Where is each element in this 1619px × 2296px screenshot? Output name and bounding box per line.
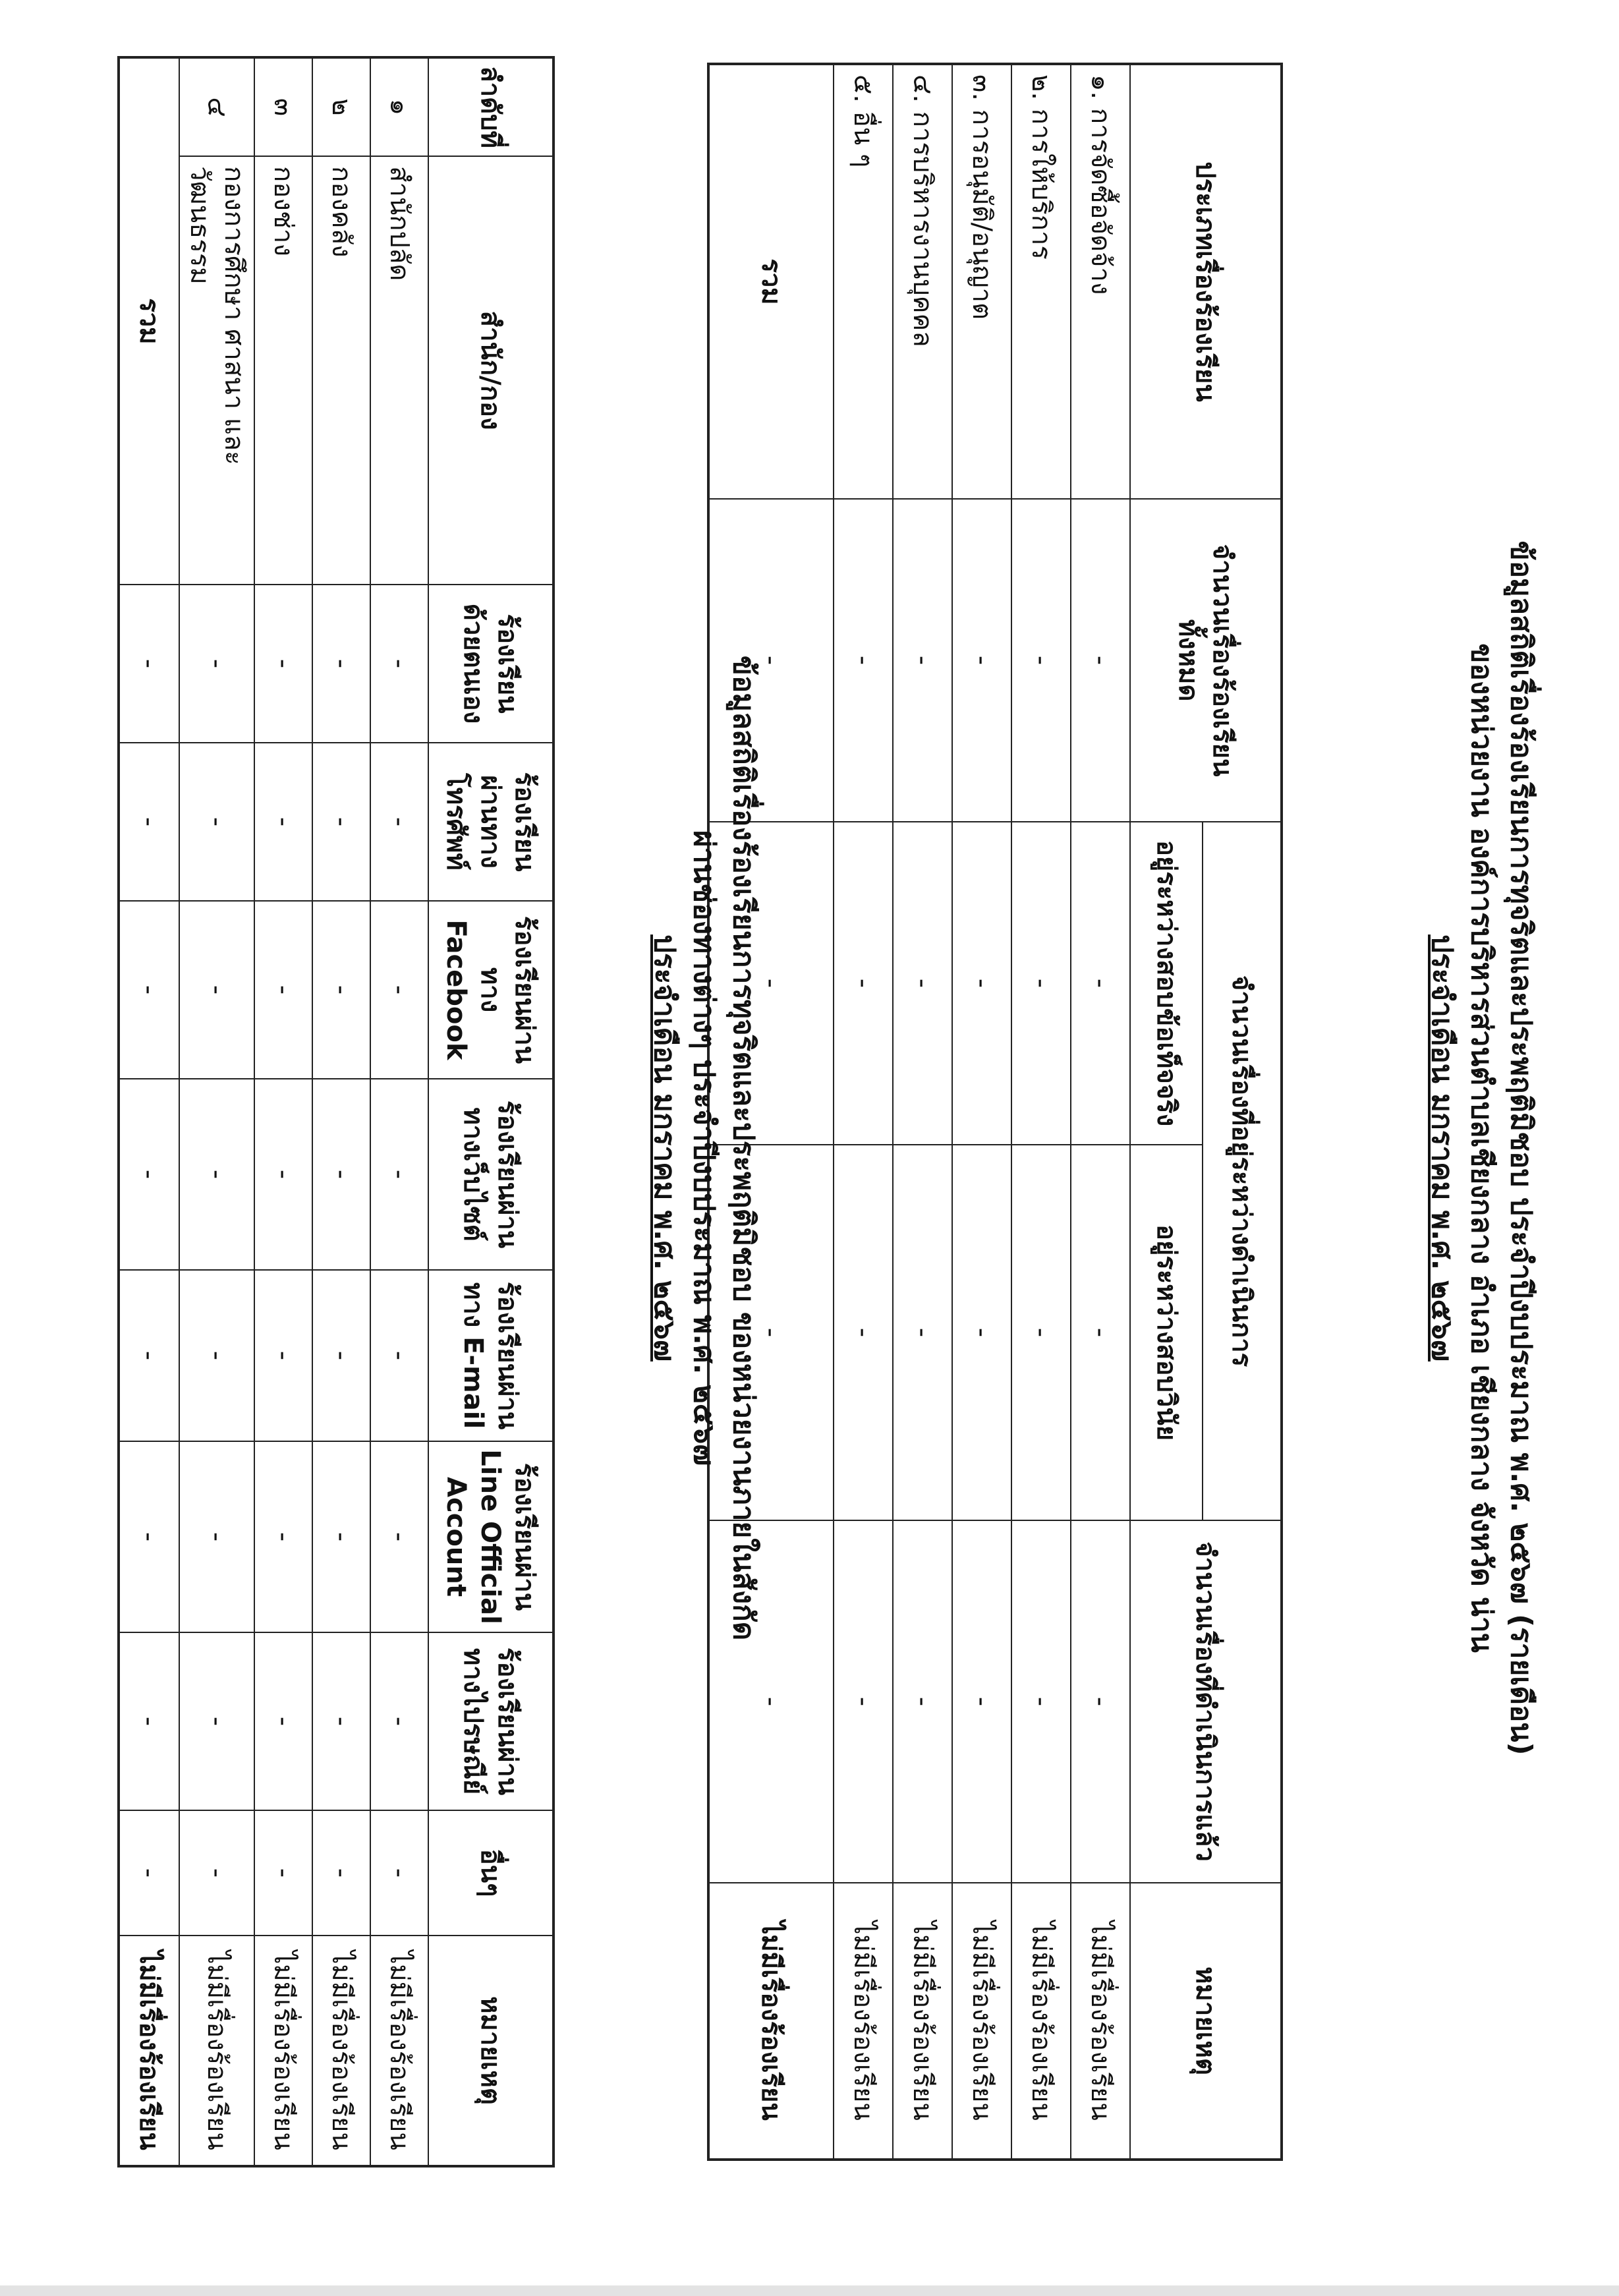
row-email: -: [179, 1270, 254, 1441]
top-title-line3: ประจำเดือน มกราคม พ.ศ. ๒๕๖๗: [1425, 934, 1459, 1362]
header-other: อื่นๆ: [428, 1810, 554, 1936]
row-facebook: -: [370, 901, 428, 1079]
total-fact-check: -: [708, 822, 834, 1145]
row-remark: ไม่มีเรื่องร้องเรียน: [952, 1883, 1011, 2160]
total-website: -: [119, 1079, 179, 1270]
row-other: -: [312, 1810, 370, 1936]
row-website: -: [312, 1079, 370, 1270]
total-post: -: [119, 1632, 179, 1810]
row-no: ๒: [312, 57, 370, 156]
row-post: -: [254, 1632, 312, 1810]
row-remark: ไม่มีเรื่องร้องเรียน: [1011, 1883, 1071, 2160]
row-total: -: [834, 499, 893, 822]
row-division: สำนักปลัด: [370, 156, 428, 585]
row-division: กองคลัง: [312, 156, 370, 585]
header-done: จำนวนเรื่องที่ดำเนินการแล้ว: [1130, 1520, 1282, 1883]
row-website: -: [370, 1079, 428, 1270]
total-row: [119, 57, 179, 2166]
row-email: -: [370, 1270, 428, 1441]
header-division: สำนัก/กอง: [428, 156, 554, 585]
row-line: -: [312, 1441, 370, 1632]
row-facebook: -: [179, 901, 254, 1079]
row-remark: ไม่มีเรื่องร้องเรียน: [834, 1883, 893, 2160]
row-fact-check: -: [893, 822, 952, 1145]
row-discipline: -: [1071, 1145, 1130, 1520]
top-title-line1: ข้อมูลสถิติเรื่องร้องเรียนการทุจริตและประพฤติมิชอบ ประจำปีงบประมาณ พ.ศ. ๒๕๖๗ (รายเดือน): [1504, 540, 1538, 1756]
header-remark: หมายเหตุ: [428, 1936, 554, 2166]
row-self: -: [254, 585, 312, 743]
total-discipline: -: [708, 1145, 834, 1520]
bottom-title-line2: ผ่านช่องทางต่างๆ ประจำปีงบประมาณ พ.ศ. ๒๕๖๗: [687, 830, 721, 1466]
complaint-type-table: [707, 63, 1283, 2161]
row-remark: ไม่มีเรื่องร้องเรียน: [893, 1883, 952, 2160]
table-row: [952, 64, 1011, 2160]
row-no: ๑: [370, 57, 428, 156]
total-remark: ไม่มีเรื่องร้องเรียน: [708, 1883, 834, 2160]
total-label: รวม: [708, 64, 834, 499]
row-remark: ไม่มีเรื่องร้องเรียน: [179, 1936, 254, 2166]
header-website: ร้องเรียนผ่านทางเว็บไซต์: [428, 1079, 554, 1270]
row-remark: ไม่มีเรื่องร้องเรียน: [370, 1936, 428, 2166]
row-self: -: [312, 585, 370, 743]
header-discipline: อยู่ระหว่างสอบวินัย: [1130, 1145, 1203, 1520]
row-self: -: [179, 585, 254, 743]
row-done: -: [1011, 1520, 1071, 1883]
row-phone: -: [254, 743, 312, 901]
row-total: -: [952, 499, 1011, 822]
row-discipline: -: [952, 1145, 1011, 1520]
row-done: -: [893, 1520, 952, 1883]
row-type: ๕. อื่น ๆ: [834, 64, 893, 499]
total-email: -: [119, 1270, 179, 1441]
row-type: ๔. การบริหารงานบุคคล: [893, 64, 952, 499]
row-total: -: [1071, 499, 1130, 822]
header-no: ลำดับที่: [428, 57, 554, 156]
row-facebook: -: [254, 901, 312, 1079]
row-facebook: -: [312, 901, 370, 1079]
row-division: กองการศึกษา ศาสนา และวัฒนธรรม: [179, 156, 254, 585]
row-done: -: [1071, 1520, 1130, 1883]
bottom-title-line3: ประจำเดือน มกราคม พ.ศ. ๒๕๖๗: [648, 934, 681, 1362]
row-discipline: -: [1011, 1145, 1071, 1520]
total-label: รวม: [119, 57, 179, 585]
header-email: ร้องเรียนผ่านทาง E-mail: [428, 1270, 554, 1441]
row-other: -: [370, 1810, 428, 1936]
header-phone: ร้องเรียนผ่านทางโทรศัพท์: [428, 743, 554, 901]
row-discipline: -: [834, 1145, 893, 1520]
header-post: ร้องเรียนผ่านทางไปรษณีย์: [428, 1632, 554, 1810]
header-line: ร้องเรียนผ่าน Line Official Account: [428, 1441, 554, 1632]
total-phone: -: [119, 743, 179, 901]
row-other: -: [254, 1810, 312, 1936]
row-remark: ไม่มีเรื่องร้องเรียน: [312, 1936, 370, 2166]
table-row: [1011, 64, 1071, 2160]
total-total: -: [708, 499, 834, 822]
channel-table: [117, 56, 555, 2167]
row-type: ๒. การให้บริการ: [1011, 64, 1071, 499]
row-remark: ไม่มีเรื่องร้องเรียน: [254, 1936, 312, 2166]
total-remark: ไม่มีเรื่องร้องเรียน: [119, 1936, 179, 2166]
scan-edge-bar: [0, 2285, 1619, 2296]
table-row: [179, 57, 254, 2166]
table-row: [834, 64, 893, 2160]
row-done: -: [952, 1520, 1011, 1883]
row-post: -: [179, 1632, 254, 1810]
row-email: -: [254, 1270, 312, 1441]
row-discipline: -: [893, 1145, 952, 1520]
row-total: -: [1011, 499, 1071, 822]
row-website: -: [254, 1079, 312, 1270]
row-total: -: [893, 499, 952, 822]
row-email: -: [312, 1270, 370, 1441]
row-website: -: [179, 1079, 254, 1270]
header-fact-check: อยู่ระหว่างสอบข้อเท็จจริง: [1130, 822, 1203, 1145]
row-line: -: [370, 1441, 428, 1632]
header-in-progress: จำนวนเรื่องที่อยู่ระหว่างดำเนินการ: [1203, 822, 1282, 1520]
header-remark: หมายเหตุ: [1130, 1883, 1282, 2160]
table-row: [254, 57, 312, 2166]
total-line: -: [119, 1441, 179, 1632]
row-phone: -: [179, 743, 254, 901]
table-row: [370, 57, 428, 2166]
row-line: -: [254, 1441, 312, 1632]
table-row: [312, 57, 370, 2166]
table-row: [1071, 64, 1130, 2160]
header-total: จำนวนเรื่องร้องเรียนทั้งหมด: [1130, 499, 1282, 822]
row-fact-check: -: [1071, 822, 1130, 1145]
total-facebook: -: [119, 901, 179, 1079]
row-self: -: [370, 585, 428, 743]
row-type: ๑. การจัดซื้อจัดจ้าง: [1071, 64, 1130, 499]
row-fact-check: -: [1011, 822, 1071, 1145]
row-fact-check: -: [834, 822, 893, 1145]
row-division: กองช่าง: [254, 156, 312, 585]
header-facebook: ร้องเรียนผ่านทาง Facebook: [428, 901, 554, 1079]
row-fact-check: -: [952, 822, 1011, 1145]
total-other: -: [119, 1810, 179, 1936]
row-phone: -: [312, 743, 370, 901]
header-self: ร้องเรียนด้วยตนเอง: [428, 585, 554, 743]
row-no: ๔: [179, 57, 254, 156]
row-no: ๓: [254, 57, 312, 156]
row-post: -: [370, 1632, 428, 1810]
total-done: -: [708, 1520, 834, 1883]
row-type: ๓. การอนุมัติ/อนุญาต: [952, 64, 1011, 499]
header-type: ประเภทเรื่องร้องเรียน: [1130, 64, 1282, 499]
row-remark: ไม่มีเรื่องร้องเรียน: [1071, 1883, 1130, 2160]
row-line: -: [179, 1441, 254, 1632]
row-phone: -: [370, 743, 428, 901]
row-other: -: [179, 1810, 254, 1936]
top-title-line2: ของหน่วยงาน องค์การบริหารส่วนตำบลเชียงกลาง อำเภอ เชียงกลาง จังหวัด น่าน: [1465, 643, 1498, 1653]
row-post: -: [312, 1632, 370, 1810]
bottom-title-line1: ข้อมูลสถิติเรื่องร้องเรียนการทุจริตและประพฤติมิชอบ ของหน่วยงานภายในสังกัด: [727, 655, 760, 1641]
table-row: [893, 64, 952, 2160]
row-done: -: [834, 1520, 893, 1883]
total-self: -: [119, 585, 179, 743]
